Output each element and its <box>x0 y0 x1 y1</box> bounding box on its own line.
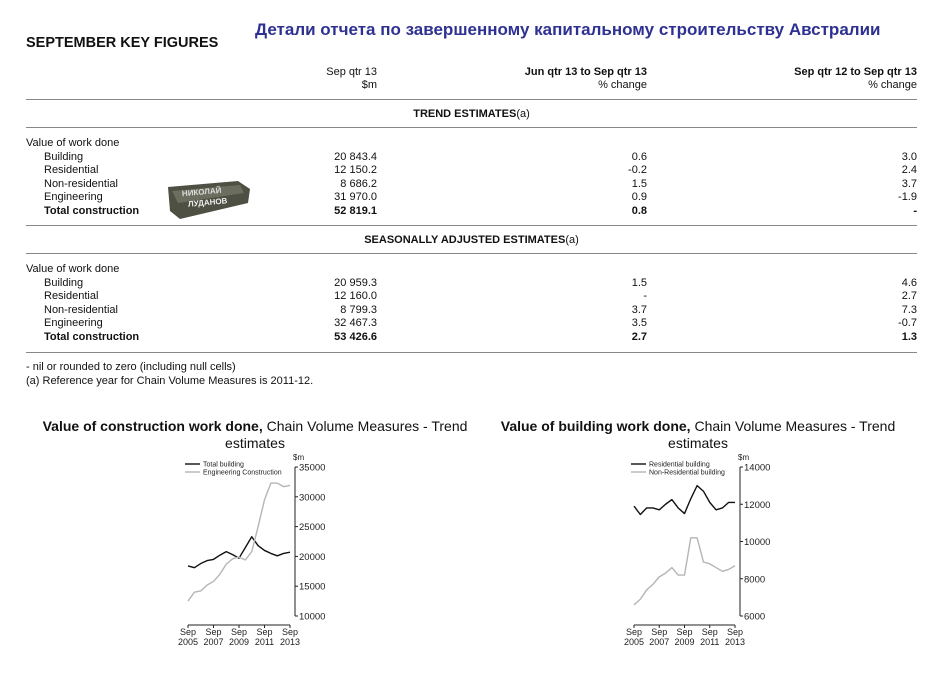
row-label: Engineering <box>44 191 103 204</box>
section-title-text: SEASONALLY ADJUSTED ESTIMATES <box>364 234 566 246</box>
value-year-change: 1.3 <box>901 331 917 343</box>
x-tick-label: 2007 <box>649 637 670 647</box>
x-tick-label: Sep <box>651 627 668 637</box>
y-tick-label: 35000 <box>299 462 326 474</box>
page-title: SEPTEMBER KEY FIGURES <box>26 35 219 51</box>
chart-title-bold: Value of construction work done, <box>42 418 263 434</box>
chart-1 <box>178 453 325 647</box>
legend-label: Engineering Construction <box>203 469 282 477</box>
x-tick-label: 2005 <box>177 637 199 647</box>
y-tick-label: 30000 <box>299 492 326 504</box>
value-sep-qtr: 32 467.3 <box>334 317 377 330</box>
y-tick-label: 10000 <box>299 611 326 623</box>
row-label: Engineering <box>44 317 103 330</box>
row-label: Building <box>44 150 84 163</box>
value-qtr-change: -0.2 <box>628 164 647 177</box>
column-header-line1: Jun qtr 13 to Sep qtr 13 <box>524 66 647 78</box>
x-tick-label: 2009 <box>674 637 695 647</box>
value-qtr-change: 0.8 <box>631 205 647 217</box>
section-title-text: TREND ESTIMATES <box>413 108 517 120</box>
x-tick-label: 2011 <box>254 637 275 647</box>
section-title-suffix: (a) <box>565 234 579 246</box>
x-tick-label: Sep <box>726 627 744 637</box>
value-sep-qtr: 8 799.3 <box>340 303 377 316</box>
y-axis-label: $m <box>738 453 750 462</box>
footnote: - nil or rounded to zero (including null cells) <box>26 361 236 373</box>
row-label: Non-residential <box>44 177 118 190</box>
value-qtr-change: 2.7 <box>631 331 647 343</box>
row-label: Total construction <box>44 205 140 217</box>
value-qtr-change: 3.7 <box>631 303 647 316</box>
value-year-change: 2.4 <box>901 164 917 177</box>
value-qtr-change: 1.5 <box>631 177 647 190</box>
value-sep-qtr: 52 819.1 <box>334 205 377 217</box>
value-qtr-change: 3.5 <box>631 317 647 330</box>
column-header-line2: $m <box>361 79 377 91</box>
column-header-line2: % change <box>868 79 917 91</box>
y-tick-label: 8000 <box>744 574 766 586</box>
x-tick-label: 2013 <box>724 637 746 647</box>
value-sep-qtr: 20 843.4 <box>334 150 377 163</box>
value-sep-qtr: 8 686.2 <box>340 177 377 190</box>
value-year-change: 7.3 <box>901 303 917 316</box>
row-label: Residential <box>44 290 99 303</box>
chart-title-line2: estimates <box>668 435 728 451</box>
section-title-suffix: (a) <box>516 108 530 120</box>
column-header-line1: Sep qtr 12 to Sep qtr 13 <box>794 66 917 78</box>
value-year-change: 3.0 <box>901 150 917 163</box>
x-tick-label: 2005 <box>623 637 645 647</box>
footnote: (a) Reference year for Chain Volume Measures is 2011-12. <box>26 375 314 387</box>
legend-label: Total building <box>203 461 244 469</box>
x-tick-label: 2011 <box>700 637 720 647</box>
value-sep-qtr: 53 426.6 <box>334 331 377 343</box>
value-year-change: -1.9 <box>898 191 917 204</box>
y-tick-label: 10000 <box>744 537 771 548</box>
svg-text:ЛУДАНОВ: ЛУДАНОВ <box>187 196 228 209</box>
chart-title-bold: Value of building work done, <box>500 418 691 434</box>
x-tick-label: Sep <box>205 627 222 637</box>
value-year-change: - <box>913 205 917 217</box>
x-tick-label: Sep <box>625 627 643 637</box>
value-qtr-change: 0.6 <box>631 150 647 163</box>
chart-2 <box>624 453 770 647</box>
group-label: Value of work done <box>26 263 120 275</box>
y-tick-label: 20000 <box>299 551 326 563</box>
chart-title-tail: Trend <box>431 418 468 434</box>
chart-title-tail: Trend <box>859 418 896 434</box>
x-tick-label: 2007 <box>203 637 224 647</box>
value-sep-qtr: 12 150.2 <box>334 164 377 177</box>
series-line-1 <box>188 537 290 568</box>
y-tick-label: 12000 <box>744 499 771 511</box>
series-line-1 <box>634 486 735 515</box>
value-qtr-change: 1.5 <box>631 276 647 289</box>
value-year-change: 2.7 <box>901 290 917 303</box>
y-axis-label: $m <box>293 453 305 462</box>
value-qtr-change: - <box>643 290 647 303</box>
chart-title-rest: Chain Volume Measures - <box>690 418 860 434</box>
x-tick-label: Sep <box>701 627 718 637</box>
value-sep-qtr: 20 959.3 <box>334 276 377 289</box>
chart-title-rest: Chain Volume Measures - <box>262 418 432 434</box>
page-title-russian: Детали отчета по завершенному капитальному строительству Австралии <box>255 20 881 39</box>
x-tick-label: Sep <box>256 627 273 637</box>
series-line-2 <box>634 538 735 605</box>
y-tick-label: 15000 <box>299 581 326 593</box>
value-year-change: 3.7 <box>901 177 917 190</box>
column-header-line1: Sep qtr 13 <box>326 66 377 78</box>
y-tick-label: 6000 <box>744 611 766 623</box>
value-year-change: -0.7 <box>898 317 917 330</box>
legend-label: Non-Residential building <box>649 469 725 477</box>
x-tick-label: Sep <box>676 627 693 637</box>
column-header-line2: % change <box>598 79 647 91</box>
y-tick-label: 14000 <box>744 462 771 474</box>
row-label: Total construction <box>44 331 140 343</box>
svg-text:НИКОЛАЙ: НИКОЛАЙ <box>181 185 222 199</box>
x-tick-label: Sep <box>281 627 299 637</box>
chart-title-line2: estimates <box>225 435 285 451</box>
row-label: Residential <box>44 164 99 177</box>
group-label: Value of work done <box>26 137 120 149</box>
legend-label: Residential building <box>649 461 710 469</box>
y-tick-label: 25000 <box>299 522 326 534</box>
x-tick-label: 2013 <box>279 637 301 647</box>
value-qtr-change: 0.9 <box>631 191 647 204</box>
row-label: Building <box>44 276 84 289</box>
series-line-2 <box>188 483 290 601</box>
x-tick-label: Sep <box>179 627 197 637</box>
value-sep-qtr: 12 160.0 <box>334 290 377 303</box>
x-tick-label: 2009 <box>228 637 250 647</box>
value-year-change: 4.6 <box>901 276 917 289</box>
row-label: Non-residential <box>44 303 118 316</box>
value-sep-qtr: 31 970.0 <box>334 191 377 204</box>
x-tick-label: Sep <box>230 627 248 637</box>
